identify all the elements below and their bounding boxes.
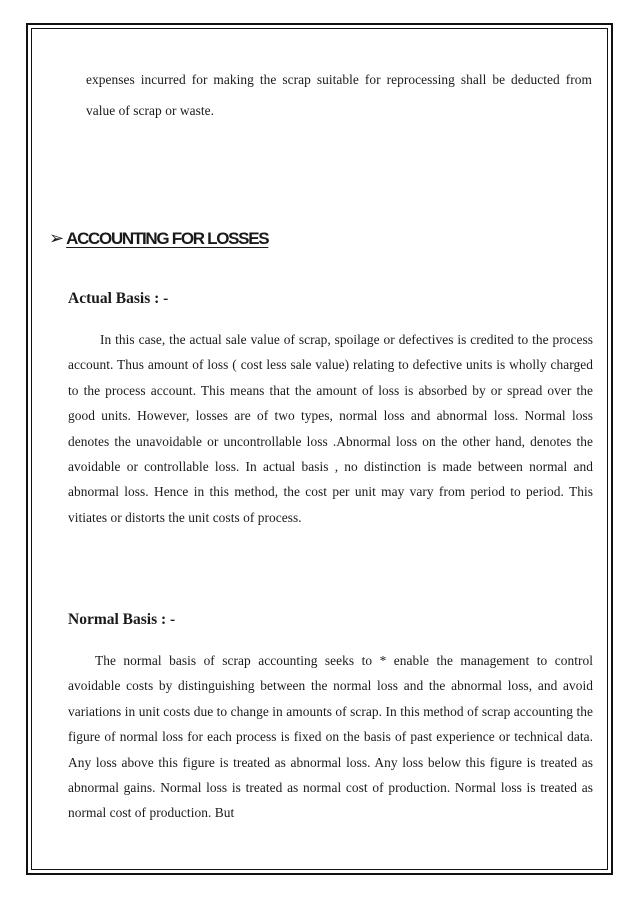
intro-paragraph: expenses incurred for making the scrap suitable for reprocessing shall be deducted from value of scrap or waste. [86, 72, 592, 118]
normal-basis-title: Normal Basis : - [68, 611, 176, 628]
arrow-bullet-icon: ➢ [49, 228, 65, 249]
normal-basis-paragraph [68, 648, 593, 826]
actual-basis-title: Actual Basis : - [68, 290, 169, 307]
actual-basis-paragraph [68, 327, 593, 530]
normal-basis-text: The normal basis of scrap accounting seeks to * enable the management to control avoidable costs by distinguishing between the normal loss and the abnormal loss, and avoid variations in unit costs due to change in amounts of scrap. In this method of scrap accounting the figure of normal loss for each process is fixed on the basis of past experience or technical data. Any loss above this figure is treated as abnormal loss. Any loss below this figure is treated as abnormal gains. Normal loss is treated as normal cost of production. Normal loss is treated as normal cost of production. But [68, 653, 593, 821]
section-heading-row [49, 229, 268, 249]
section-heading: ACCOUNTING FOR LOSSES [66, 229, 269, 248]
actual-basis-text: In this case, the actual sale value of scrap, spoilage or defectives is credited to the process account. Thus amount of loss ( cost less sale value) relating to defective units is wholly charged to the process account. This means that the amount of loss is absorbed by or spread over the good units. However, losses are of two types, normal loss and abnormal loss. Normal loss denotes the unavoidable or uncontrollable loss .Abnormal loss on the other hand, denotes the avoidable or controllable loss. In actual basis , no distinction is made between normal and abnormal loss. Hence in this method, the cost per unit may vary from period to period. This vitiates or distorts the unit costs of process. [68, 332, 593, 525]
